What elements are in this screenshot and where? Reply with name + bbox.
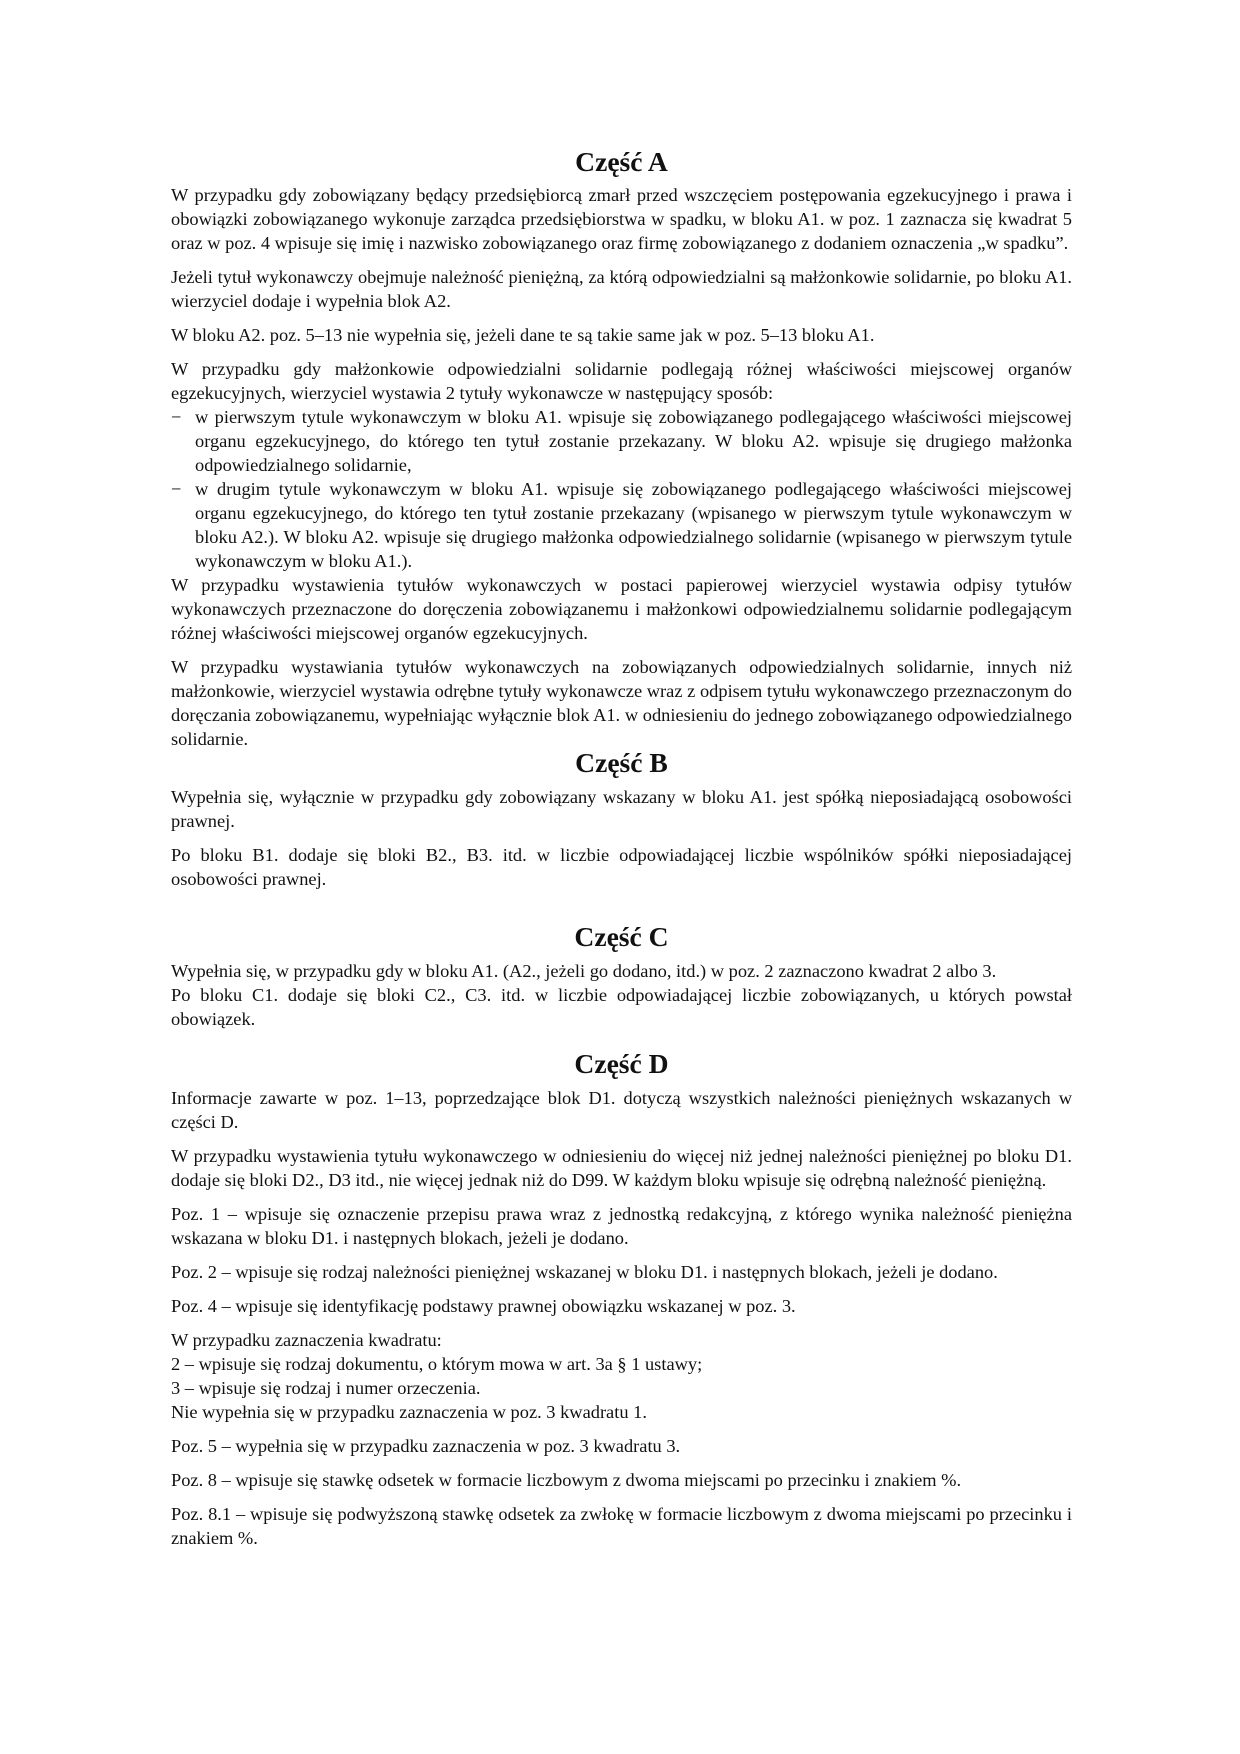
section-d-checkbox-instructions (171, 1328, 1072, 1424)
section-b-paragraph-2: Po bloku B1. dodaje się bloki B2., B3. itd. w liczbie odpowiadającej liczbie wspólników spółki nieposiadającej osobowości prawnej. (171, 845, 1072, 889)
section-a-list-item-1-text: w pierwszym tytule wykonawczym w bloku A1. wpisuje się zobowiązanego podlegającego właściwości miejscowej organu egzekucyjnego, do którego ten tytuł zostanie przekazany. W bloku A2. wpisuje się drugiego małżonka odpowiedzialnego solidarnie, (195, 407, 1072, 475)
section-d-paragraph-7: Poz. 5 – wypełnia się w przypadku zaznaczenia w poz. 3 kwadratu 3. (171, 1436, 681, 1456)
section-d-paragraph-4: Poz. 2 – wpisuje się rodzaj należności pieniężnej wskazanej w bloku D1. i następnych blokach, jeżeli je dodano. (171, 1262, 998, 1282)
section-a-paragraph-1: W przypadku gdy zobowiązany będący przedsiębiorcą zmarł przed wszczęciem postępowania egzekucyjnego i prawa i obowiązki zobowiązanego wykonuje zarządca przedsiębiorstwa w spadku, w bloku A1. w poz. 1 zaznacza się kwadrat 5 oraz w poz. 4 wpisuje się imię i nazwisko zobowiązanego oraz firmę zobowiązanego z dodaniem oznaczenia „w spadku”. (171, 185, 1072, 253)
section-d-heading: Część D (574, 1048, 669, 1079)
section-a-paragraph-4: W przypadku gdy małżonkowie odpowiedzialni solidarnie podlegają różnej właściwości miejscowej organów egzekucyjnych, wierzyciel wystawia 2 tytuły wykonawcze w następujący sposób: (171, 359, 1072, 403)
section-d-paragraph-2: W przypadku wystawienia tytułu wykonawczego w odniesieniu do więcej niż jednej należności pieniężnej po bloku D1. dodaje się bloki D2., D3 itd., nie więcej jednak niż do D99. W każdym bloku wpisuje się odrębną należność pieniężną. (171, 1146, 1072, 1190)
dash-bullet: − (171, 479, 182, 499)
section-b-paragraph-1: Wypełnia się, wyłącznie w przypadku gdy zobowiązany wskazany w bloku A1. jest spółką nieposiadającą osobowości prawnej. (171, 787, 1072, 831)
section-a-list-item-1 (171, 405, 1072, 477)
section-d-paragraph-9: Poz. 8.1 – wpisuje się podwyższoną stawkę odsetek za zwłokę w formacie liczbowym z dwoma miejscami po przecinku i znakiem %. (171, 1504, 1072, 1548)
section-c-paragraph-1: Wypełnia się, w przypadku gdy w bloku A1. (A2., jeżeli go dodano, itd.) w poz. 2 zaznaczono kwadrat 2 albo 3. (171, 961, 997, 981)
section-d-instruction-line-4: Nie wypełnia się w przypadku zaznaczenia w poz. 3 kwadratu 1. (171, 1402, 647, 1422)
section-d-instruction-line-1: W przypadku zaznaczenia kwadratu: (171, 1330, 442, 1350)
section-a-paragraph-5: W przypadku wystawienia tytułów wykonawczych w postaci papierowej wierzyciel wystawia odpisy tytułów wykonawczych przeznaczone do doręczenia zobowiązanemu i małżonkowi odpowiedzialnemu solidarnie podlegającym różnej właściwości miejscowej organów egzekucyjnych. (171, 575, 1072, 643)
section-a-paragraph-3: W bloku A2. poz. 5–13 nie wypełnia się, jeżeli dane te są takie same jak w poz. 5–13 bloku A1. (171, 325, 875, 345)
section-c-paragraph-2: Po bloku C1. dodaje się bloki C2., C3. itd. w liczbie odpowiadającej liczbie zobowiązanych, u których powstał obowiązek. (171, 985, 1072, 1029)
document-page (171, 146, 1072, 1550)
section-a-paragraph-2: Jeżeli tytuł wykonawczy obejmuje należność pieniężną, za którą odpowiedzialni są małżonkowie solidarnie, po bloku A1. wierzyciel dodaje i wypełnia blok A2. (171, 267, 1072, 311)
section-a-paragraph-6: W przypadku wystawiania tytułów wykonawczych na zobowiązanych odpowiedzialnych solidarnie, innych niż małżonkowie, wierzyciel wystawia odrębne tytuły wykonawcze wraz z odpisem tytułu wykonawczego przeznaczonym do doręczania zobowiązanemu, wypełniając wyłącznie blok A1. w odniesieniu do jednego zobowiązanego odpowiedzialnego solidarnie. (171, 657, 1072, 749)
section-d-instruction-line-2: 2 – wpisuje się rodzaj dokumentu, o którym mowa w art. 3a § 1 ustawy; (171, 1354, 703, 1374)
section-d-paragraph-3: Poz. 1 – wpisuje się oznaczenie przepisu prawa wraz z jednostką redakcyjną, z którego wynika należność pieniężna wskazana w bloku D1. i następnych blokach, jeżeli je dodano. (171, 1204, 1072, 1248)
section-d-instruction-line-3: 3 – wpisuje się rodzaj i numer orzeczenia. (171, 1378, 481, 1398)
section-a-heading: Część A (575, 146, 668, 177)
section-b-heading: Część B (575, 747, 668, 778)
section-c-heading: Część C (574, 921, 669, 952)
section-a-list-item-2-text: w drugim tytule wykonawczym w bloku A1. wpisuje się zobowiązanego podlegającego właściwości miejscowej organu egzekucyjnego, do którego ten tytuł zostanie przekazany (wpisanego w pierwszym tytule wykonawczym w bloku A2.). W bloku A2. wpisuje się drugiego małżonka odpowiedzialnego solidarnie (wpisanego w pierwszym tytule wykonawczym w bloku A1.). (195, 479, 1072, 571)
section-d-paragraph-8: Poz. 8 – wpisuje się stawkę odsetek w formacie liczbowym z dwoma miejscami po przecinku i znakiem %. (171, 1470, 962, 1490)
section-d-paragraph-5: Poz. 4 – wpisuje się identyfikację podstawy prawnej obowiązku wskazanej w poz. 3. (171, 1296, 796, 1316)
dash-bullet: − (171, 407, 182, 427)
section-a-list-item-2 (171, 477, 1072, 573)
section-d-paragraph-1: Informacje zawarte w poz. 1–13, poprzedzające blok D1. dotyczą wszystkich należności pieniężnych wskazanych w części D. (171, 1088, 1072, 1132)
